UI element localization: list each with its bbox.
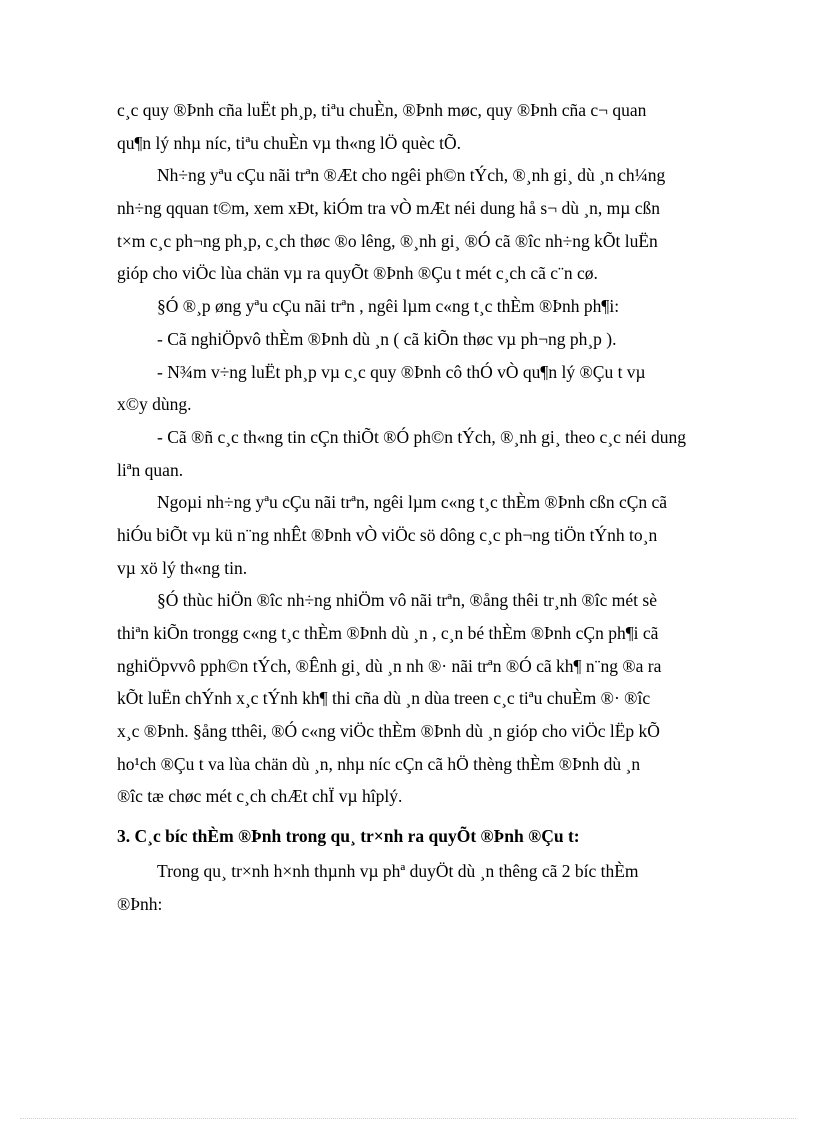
body-text-line: ®îc tæ chøc mét c¸ch chÆt chÏ vµ hîplý.: [117, 786, 403, 807]
body-text-line: qu¶n lý nhµ níc, tiªu chuÈn vµ th«ng lÖ quèc tÕ.: [117, 132, 461, 153]
body-text-line: vµ xö lý th«ng tin.: [117, 557, 248, 578]
body-text-line: §Ó thùc hiÖn ®îc nh÷ng nhiÖm vô nãi trªn, ®ång thêi tr¸nh ®îc mét sè: [157, 590, 657, 611]
body-text-line: Trong qu¸ tr×nh h×nh thµnh vµ phª duyÖt dù ¸n thêng cã 2 bíc thÈm: [157, 860, 639, 881]
body-text-line: thiªn kiÕn trongg c«ng t¸c thÈm ®Þnh dù ¸n , c¸n bé thÈm ®Þnh cÇn ph¶i cã: [117, 623, 659, 643]
body-text-line: t×m c¸c ph¬ng ph¸p, c¸ch thøc ®o lêng, ®¸nh gi¸ ®Ó cã ®îc nh÷ng kÕt luËn: [117, 230, 658, 251]
body-text-line: c¸c quy ®Þnh cña luËt ph¸p, tiªu chuÈn, ®Þnh møc, quy ®Þnh cña c¬ quan: [117, 100, 647, 120]
body-text-line: - N¾m v÷ng luËt ph¸p vµ c¸c quy ®Þnh cô thÓ vÒ qu¶n lý ®Çu t vµ: [157, 361, 646, 382]
page-bottom-divider: [20, 1118, 796, 1119]
body-text-line: nh÷ng qquan t©m, xem xÐt, kiÓm tra vÒ mÆt néi dung hå s¬ dù ¸n, mµ cßn: [117, 198, 661, 219]
body-text-line: Nh÷ng yªu cÇu nãi trªn ®Æt cho ngêi ph©n tÝch, ®¸nh gi¸ dù ¸n ch¼ng: [157, 165, 666, 186]
body-text-line: x©y dùng.: [117, 394, 192, 415]
body-text-line: - Cã nghiÖpvô thÈm ®Þnh dù ¸n ( cã kiÕn thøc vµ ph¬ng ph¸p ).: [157, 328, 617, 349]
body-text-line: kÕt luËn chÝnh x¸c tÝnh kh¶ thi cña dù ¸n dùa treen c¸c tiªu chuÈm ®· ®îc: [117, 688, 651, 709]
body-text-line: ho¹ch ®Çu t va lùa chän dù ¸n, nhµ níc cÇn cã hÖ thèng thÈm ®Þnh dù ¸n: [117, 753, 641, 774]
body-text-line: x¸c ®Þnh. §ång tthêi, ®Ó c«ng viÖc thÈm ®Þnh dù ¸n gióp cho viÖc lËp kÕ: [117, 721, 660, 742]
document-page: [117, 94, 739, 920]
body-text-line: hiÓu biÕt vµ kü n¨ng nhÊt ®Þnh vÒ viÖc sö dông c¸c ph¬ng tiÖn tÝnh to¸n: [117, 524, 658, 545]
section-heading: 3. C¸c bíc thÈm ®Þnh trong qu¸ tr×nh ra quyÕt ®Þnh ®Çu t:: [117, 826, 580, 847]
body-text-line: Ngoµi nh÷ng yªu cÇu nãi trªn, ngêi lµm c«ng t¸c thÈm ®Þnh cßn cÇn cã: [157, 492, 668, 513]
body-text-line: nghiÖpvvô pph©n tÝch, ®Ênh gi¸ dù ¸n nh ®· nãi trªn ®Ó cã kh¶ n¨ng ®a ra: [117, 655, 662, 676]
body-text-line: §Ó ®¸p øng yªu cÇu nãi trªn , ngêi lµm c«ng t¸c thÈm ®Þnh ph¶i:: [157, 296, 620, 317]
body-text-line: liªn quan.: [117, 459, 184, 480]
body-text-line: ®Þnh:: [117, 893, 163, 914]
body-text-line: gióp cho viÖc lùa chän vµ ra quyÕt ®Þnh ®Çu t mét c¸ch cã c¨n cø.: [117, 263, 598, 284]
body-text-line: - Cã ®ñ c¸c th«ng tin cÇn thiÕt ®Ó ph©n tÝch, ®¸nh gi¸ theo c¸c néi dung: [157, 426, 686, 447]
